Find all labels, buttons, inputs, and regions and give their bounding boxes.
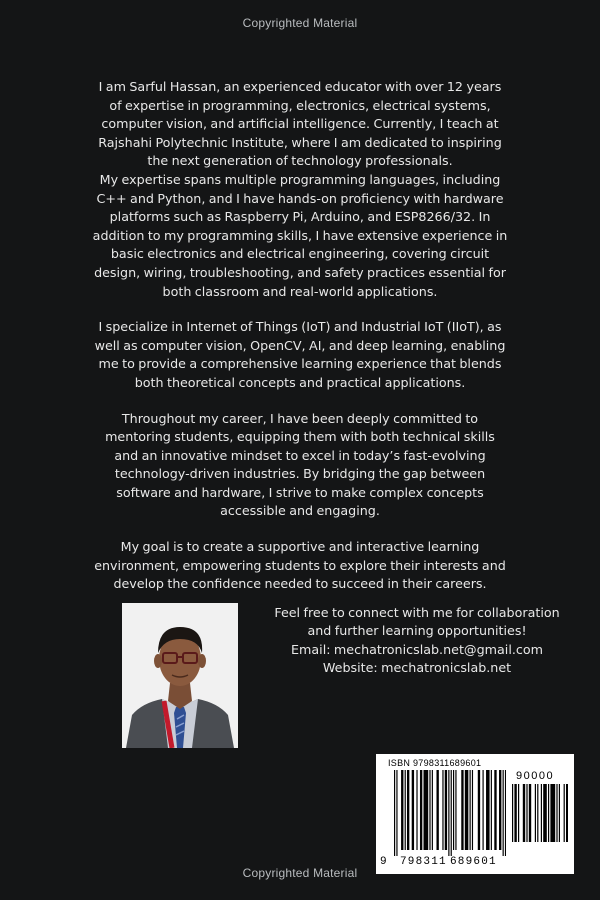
- barcode-bar: [432, 770, 433, 850]
- bio-paragraph-mentoring: Throughout my career, I have been deeply committed to mentoring students, equipping them with both technical skills and an innovative mindset to excel in today’s fast-evolving technology-driven industries. By bridging the gap between software and hardware, I strive to make complex concepts accessible and engaging.: [105, 410, 495, 519]
- barcode-bar: [420, 770, 422, 850]
- barcode-bar: [394, 770, 395, 856]
- barcode-bar: [514, 784, 516, 842]
- barcode-bar: [518, 784, 519, 842]
- barcode-bar: [550, 784, 555, 842]
- barcode-digits-right: 689601: [450, 856, 497, 868]
- addon-bars: [512, 784, 568, 864]
- author-photo: [122, 603, 238, 748]
- barcode-bar: [503, 770, 504, 856]
- contact-email: Email: mechatronicslab.net@gmail.com: [291, 641, 543, 657]
- barcode-bar: [442, 770, 443, 850]
- bio-paragraph-specialization: I specialize in Internet of Things (IoT) and Industrial IoT (IIoT), as well as computer vision, OpenCV, AI, and deep learning, enabling me to provide a comprehensive learning experience that blends both theoretical concepts and practical applications.: [94, 319, 506, 390]
- barcode-bar: [455, 770, 456, 850]
- barcode-bar: [448, 770, 449, 856]
- barcode-bar: [494, 770, 496, 850]
- barcode-bar: [548, 784, 549, 842]
- contact-website: Website: mechatronicslab.net: [322, 660, 512, 676]
- isbn-label: ISBN 9798311689601: [388, 758, 482, 768]
- barcode-bar: [543, 784, 547, 842]
- barcode-bar: [436, 770, 438, 850]
- bio-paragraph-goal: My goal is to create a supportive and interactive learning environment, empowering students to explore their interests and develop the confidence needed to succeed in their careers.: [94, 539, 506, 592]
- barcode-bar: [412, 770, 414, 850]
- watermark-bottom: Copyrighted Material: [242, 866, 358, 880]
- barcode-bar: [429, 770, 430, 850]
- barcode-bar: [564, 784, 565, 842]
- barcode-bar: [523, 784, 525, 842]
- author-portrait-illustration: [122, 603, 238, 748]
- watermark-top: Copyrighted Material: [242, 16, 358, 30]
- ean13-bars: [394, 770, 506, 856]
- barcode-bar: [478, 770, 480, 850]
- barcode-bar: [512, 784, 513, 842]
- barcode-bar: [416, 770, 417, 850]
- barcode-bar: [453, 770, 454, 850]
- barcode-bar: [472, 770, 473, 850]
- barcode-bar: [491, 770, 492, 850]
- contact-block: [272, 604, 562, 678]
- barcode-bar: [401, 770, 403, 850]
- barcode-bar: [535, 784, 536, 842]
- barcode-bar: [405, 770, 406, 850]
- barcode-bar: [526, 784, 527, 842]
- barcode-bar: [559, 784, 560, 842]
- barcode-bar: [505, 770, 506, 856]
- barcode-bar: [451, 770, 452, 856]
- bio-paragraph-intro: I am Sarful Hassan, an experienced educator with over 12 years of expertise in programming, electronics, electrical systems, computer vision, and artificial intelligence. Currently, I teach at Rajshahi Polytechnic Institute, where I am dedicated to inspiring the next generation of technology professionals.: [98, 79, 502, 169]
- bio-paragraph-expertise: My expertise spans multiple programming languages, including C++ and Python, and I have hands-on proficiency with hardware platforms such as Raspberry Pi, Arduino, and ESP8266/32. In addition to my programming skills, I have extensive experience in basic electronics and electrical engineering, covering circuit design, wiring, troubleshooting, and safety practices essential for both classroom and real-world applications.: [92, 171, 508, 299]
- barcode-bar: [529, 784, 531, 842]
- barcode-digit-first: 9: [380, 856, 388, 868]
- barcode-bar: [396, 770, 397, 856]
- addon-code: 90000: [516, 770, 555, 782]
- barcode-bar: [499, 770, 501, 850]
- barcode-bar: [461, 770, 463, 850]
- barcode-digits-left: 798311: [400, 856, 447, 868]
- barcode-bar: [470, 770, 471, 850]
- barcode-bar: [465, 770, 469, 850]
- isbn-barcode: [376, 754, 574, 874]
- author-bio: [92, 78, 508, 611]
- barcode-bar: [445, 770, 447, 850]
- barcode-bar: [566, 784, 568, 842]
- barcode-bar: [486, 770, 490, 850]
- barcode-bar: [424, 770, 429, 850]
- barcode-bar: [407, 770, 409, 850]
- contact-invitation: Feel free to connect with me for collaboration and further learning opportunities!: [274, 605, 560, 639]
- barcode-bar: [537, 784, 538, 842]
- barcode-bar: [556, 784, 557, 842]
- barcode-bar: [483, 770, 484, 850]
- barcode-bar: [541, 784, 542, 842]
